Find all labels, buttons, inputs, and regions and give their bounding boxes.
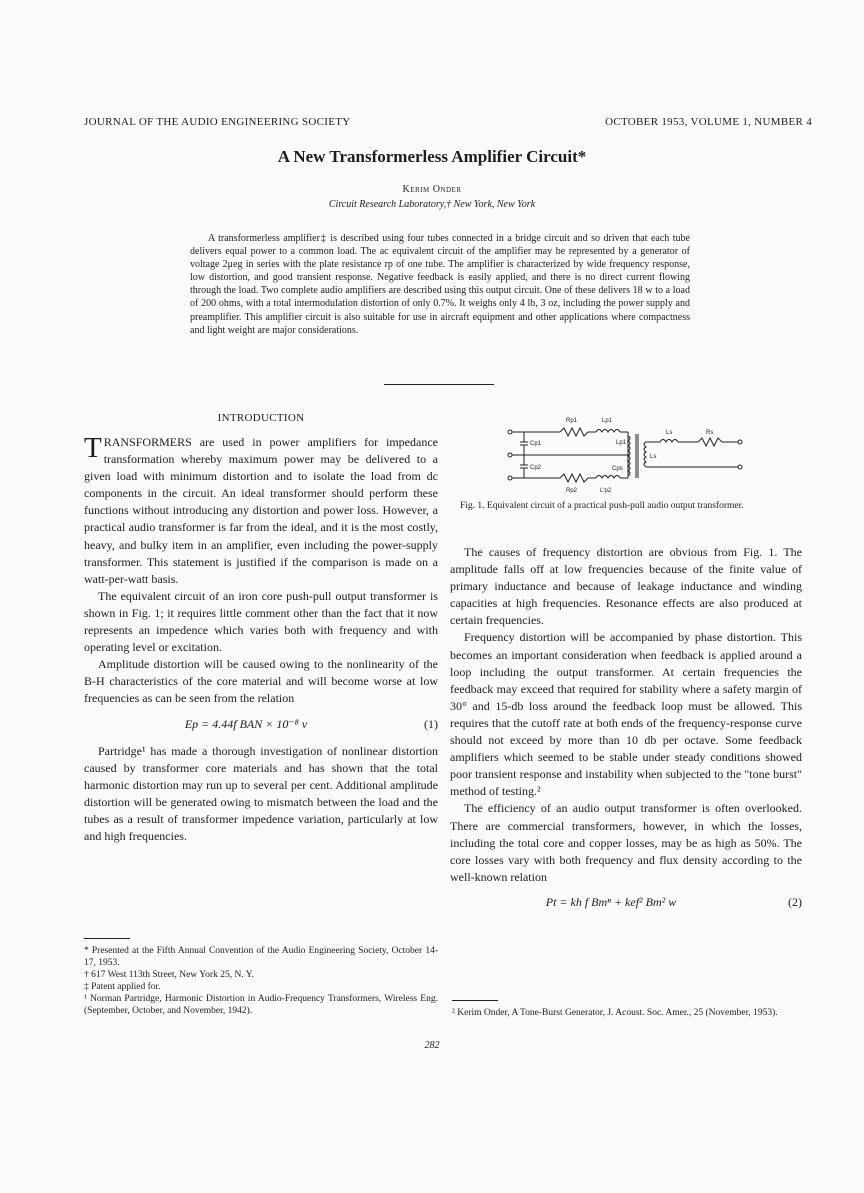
author-affiliation: Circuit Research Laboratory,† New York, New York (328, 199, 536, 210)
equation-1 (84, 716, 438, 733)
equation-2-body: Pt = kh f Bmⁿ + kef² Bm² w (545, 894, 677, 909)
issue-info: OCTOBER 1953, VOLUME 1, NUMBER 4 (605, 116, 812, 128)
equation-2 (450, 894, 802, 911)
intro-paragraph-2: The equivalent circuit of an iron core push-pull output transformer is shown in Fig. 1; it requires little comment other than the fact that it now represents an impedence which varies both with frequency and with operating level or excitation. (84, 588, 438, 655)
footnote: * Presented at the Fifth Annual Convention of the Audio Engineering Society, October 14-17, 1953. (84, 946, 438, 968)
footnote: ‡ Patent applied for. (84, 982, 161, 992)
label-ls: Ls (666, 430, 673, 436)
body-paragraph: The causes of frequency distortion are obvious from Fig. 1. The amplitude falls off at low frequencies because of the finite value of primary inductance and because of leakage inductance and winding capacities at high frequencies. Resonance effects are also produced at certain frequencies. (450, 545, 802, 628)
label-rp2: Rp2 (566, 488, 578, 494)
label-cp1: Cp1 (530, 441, 542, 447)
right-column (450, 544, 802, 921)
intro-paragraph-1-text: RANSFORMERS are used in power amplifiers for impedance transformation whereby maximum power may be delivered to a given load with minimum distortion and to isolate the load from dc components in the circuit. An ideal transformer should perform these functions without introducing any distortion and power loss. However, a practical audio transformer is far from the ideal, and it is the most costly, heavy, and bulky item in an amplifier, even including the power-supply transformer. This statement is justified if the comparison is made on a watt-per-watt basis. (84, 435, 438, 586)
intro-paragraph-4: Partridge¹ has made a thorough investigation of nonlinear distortion caused by transformer core materials and has shown that the total harmonic distortion may run up to several per cent. Additional amplitude distortion will be generated owing to mismatch between the load and the tubes as a result of transformer impedence variation, particularly at low and high frequencies. (84, 743, 438, 843)
footnote: † 617 West 113th Street, New York 25, N. Y. (84, 970, 254, 980)
equation-1-body: Ep = 4.44f BAN × 10⁻⁸ v (184, 716, 308, 731)
left-column (84, 412, 438, 845)
figure-caption: Fig. 1. Equivalent circuit of a practical push-pull audio output transformer. (460, 501, 744, 511)
body-paragraph: The efficiency of an audio output transformer is often overlooked. There are commercial transformers, however, in which the losses, including the total core and copper losses, may be as high as 50%. The core losses vary with both frequency and flux density according to the well-known relation (450, 801, 802, 884)
footnote: ² Kerim Onder, A Tone-Burst Generator, J. Acoust. Soc. Amer., 25 (November, 1953). (452, 1008, 778, 1018)
author-name: Kerim Onder (402, 184, 462, 195)
label-cp2: Cp2 (530, 465, 542, 471)
drop-cap: T (84, 432, 102, 464)
intro-paragraph-1 (84, 434, 438, 588)
intro-paragraph-3: Amplitude distortion will be caused owing to the nonlinearity of the B-H characteristics of the core material and will become worse at low frequencies as can be seen from the relation (84, 657, 438, 706)
label-lp2: L'p2 (600, 488, 612, 494)
footnotes-left (84, 928, 438, 1017)
footnotes-right (452, 990, 804, 1019)
label-lsec: Ls (650, 454, 657, 460)
section-heading: INTRODUCTION (217, 412, 305, 424)
label-lp1-shunt: Lp1 (616, 440, 627, 446)
abstract: A transformerless amplifier‡ is described using four tubes connected in a bridge circuit and so driven that each tube delivers equal power to a common load. The ac equivalent circuit of the amplifier may be represented by a generator of voltage 2μeg in series with the plate resistance rp of one tube. The amplifier is characterized by wide frequency response, low distortion, and good transient response. Negative feedback is easily applied, and there is no direct current flowing through the load. Two complete audio amplifiers are described using this output circuit. One of these delivers 18 w to a load of 200 ohms, with a total intermodulation distortion of only 0.7%. It weighs only 4 lb, 3 oz, including the power supply and preamplifier. This amplifier circuit is also suitable for use in aircraft equipment and other applications where compactness and light weight are major considerations. (190, 233, 690, 336)
section-divider (384, 384, 494, 385)
footnote-rule (452, 1000, 498, 1001)
circuit-diagram (500, 412, 760, 498)
footnote-rule (84, 938, 130, 939)
label-cps: Cps (612, 466, 623, 472)
footnote: ¹ Norman Partridge, Harmonic Distortion in Audio-Frequency Transformers, Wireless Eng. (September, October, and November, 1942). (84, 994, 438, 1016)
label-rs: Rs (706, 430, 714, 436)
journal-name: JOURNAL OF THE AUDIO ENGINEERING SOCIETY (84, 116, 351, 128)
body-paragraph: Frequency distortion will be accompanied by phase distortion. This becomes an important consideration when feedback is applied around a loop including the output transformer. At certain frequencies the feedback may exceed that required for stability where a safety margin of 30° and 15-db loss around the feedback loop must be allowed. This requires that the cutoff rate at both ends of the frequency-response curve should not exceed by more than 10 db per octave. Some feedback amplifiers which seemed to be stable under steady conditions showed poor transient response and instability when subjected to the "tone burst" method of testing.² (450, 630, 802, 799)
label-rp1: Rp1 (566, 418, 578, 424)
article-title: A New Transformerless Amplifier Circuit* (277, 147, 587, 166)
equation-2-number: (2) (788, 894, 802, 909)
equation-1-number: (1) (424, 716, 438, 731)
label-lp1: Lp1 (602, 418, 613, 424)
page-number: 282 (424, 1040, 440, 1051)
